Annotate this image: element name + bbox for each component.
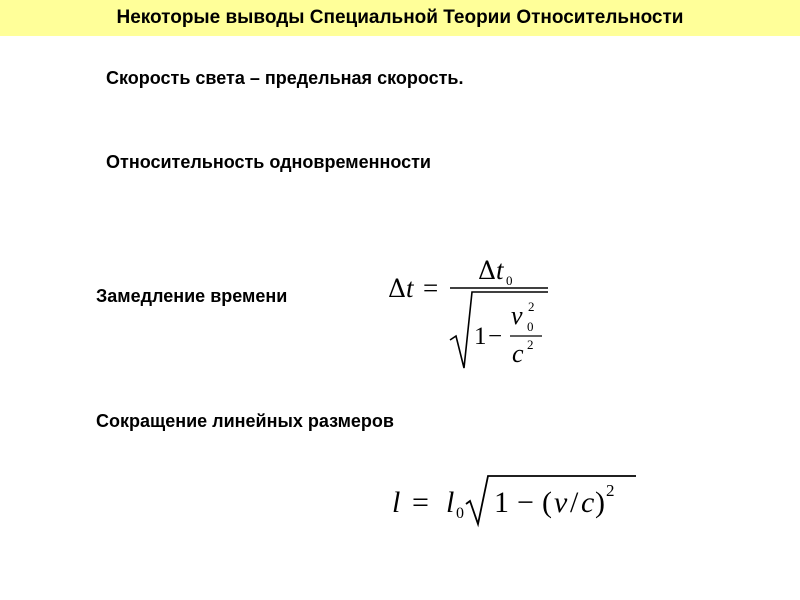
num-var: t [496,255,504,285]
frac-num-sup: 2 [528,299,535,314]
minus-sign: − [517,486,534,519]
point-length-contraction: Сокращение линейных размеров [96,411,394,431]
frac-den-var: c [512,339,524,368]
sup-two: 2 [606,481,615,500]
rhs-var: l [446,486,455,519]
v-var: v [554,486,568,519]
length-contraction-formula [386,470,646,530]
num-sub: 0 [506,273,513,288]
slash: / [570,486,579,519]
point-speed-of-light: Скорость света – предельная скорость. [106,68,464,88]
frac-num-var: v [511,301,523,330]
equals-sign: = [423,273,439,303]
point-simultaneity: Относительность одновременности [106,152,431,172]
point-time-dilation: Замедление времени [96,286,288,306]
time-dilation-formula [384,252,564,376]
lhs-delta: Δ [388,274,407,303]
rhs-sub: 0 [456,505,464,522]
minus-sign: − [488,323,503,350]
frac-den-sup: 2 [527,337,534,352]
one: 1 [474,323,487,350]
lhs-var: t [406,273,414,303]
equals-sign: = [412,486,429,519]
num-delta: Δ [478,256,497,285]
frac-num-sub: 0 [527,319,534,334]
one: 1 [494,486,509,519]
paren-open: ( [542,486,552,519]
lhs-var: l [392,486,401,519]
c-var: c [581,486,595,519]
paren-close: ) [595,486,605,519]
slide-title: Некоторые выводы Специальной Теории Относительности [116,7,684,28]
